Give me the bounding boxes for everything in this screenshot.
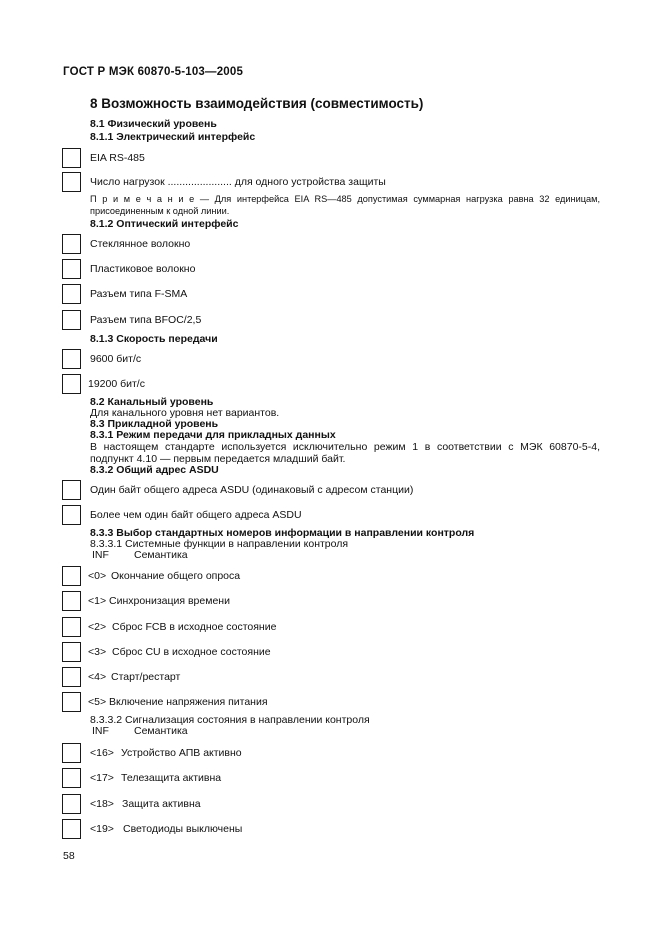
- label-plastic-fiber: Пластиковое волокно: [90, 263, 196, 275]
- label-asdu-multi-byte: Более чем один байт общего адреса ASDU: [90, 509, 302, 521]
- inf-code-4: <4>: [88, 671, 107, 683]
- checkbox-inf-0[interactable]: [62, 566, 81, 586]
- heading-8-3-3-1: 8.3.3.1 Системные функции в направлении контроля: [90, 538, 349, 550]
- section-title: 8 Возможность взаимодействия (совместимость): [90, 96, 424, 111]
- checkbox-eia-rs485[interactable]: [62, 148, 81, 168]
- checkbox-load-count[interactable]: [62, 172, 81, 192]
- column-semantics: Семантика: [134, 549, 188, 561]
- checkbox-inf-4[interactable]: [62, 667, 81, 687]
- inf-text-16: Устройство АПВ активно: [121, 747, 242, 759]
- checkbox-bfoc[interactable]: [62, 310, 81, 330]
- checkbox-inf-1[interactable]: [62, 591, 81, 611]
- inf-text-18: Защита активна: [122, 798, 201, 810]
- inf-code-3: <3>: [88, 646, 107, 658]
- checkbox-inf-3[interactable]: [62, 642, 81, 662]
- inf-code-1: <1>: [88, 595, 107, 607]
- label-load-count: Число нагрузок ...................... для одного устройства защиты: [90, 176, 386, 188]
- inf-code-5: <5>: [88, 696, 107, 708]
- label-9600: 9600 бит/с: [90, 353, 142, 365]
- document-header: ГОСТ Р МЭК 60870-5-103—2005: [63, 66, 244, 78]
- checkbox-glass-fiber[interactable]: [62, 234, 81, 254]
- label-bfoc: Разъем типа BFOC/2,5: [90, 314, 202, 326]
- inf-text-4: Старт/рестарт: [111, 671, 181, 683]
- note-text: П р и м е ч а н и е — Для интерфейса EIA RS—485 допустимая суммарная нагрузка равна 32 единицам, присоединенным к одной линии.: [90, 194, 600, 216]
- checkbox-inf-2[interactable]: [62, 617, 81, 637]
- heading-8-1-3: 8.1.3 Скорость передачи: [90, 333, 218, 345]
- inf-text-3: Сброс CU в исходное состояние: [112, 646, 271, 658]
- checkbox-inf-17[interactable]: [62, 768, 81, 788]
- column-inf-2: INF: [92, 725, 109, 737]
- checkbox-fsma[interactable]: [62, 284, 81, 304]
- heading-8-2: 8.2 Канальный уровень: [90, 396, 214, 408]
- checkbox-inf-18[interactable]: [62, 794, 81, 814]
- inf-text-19: Светодиоды выключены: [123, 823, 243, 835]
- label-fsma: Разъем типа F-SMA: [90, 288, 188, 300]
- heading-8-1-2: 8.1.2 Оптический интерфейс: [90, 218, 239, 230]
- inf-text-0: Окончание общего опроса: [111, 570, 241, 582]
- inf-code-19: <19>: [90, 823, 114, 835]
- checkbox-asdu-one-byte[interactable]: [62, 480, 81, 500]
- heading-8-3: 8.3 Прикладной уровень: [90, 418, 219, 430]
- inf-code-0: <0>: [88, 570, 107, 582]
- label-asdu-one-byte: Один байт общего адреса ASDU (одинаковый с адресом станции): [90, 484, 414, 496]
- heading-8-1-1: 8.1.1 Электрический интерфейс: [90, 131, 256, 143]
- inf-text-5: Включение напряжения питания: [109, 696, 268, 708]
- inf-code-16: <16>: [90, 747, 114, 759]
- checkbox-19200[interactable]: [62, 374, 81, 394]
- inf-text-1: Синхронизация времени: [109, 595, 230, 607]
- heading-8-3-2: 8.3.2 Общий адрес ASDU: [90, 464, 219, 476]
- heading-8-1: 8.1 Физический уровень: [90, 118, 217, 130]
- checkbox-inf-19[interactable]: [62, 819, 81, 839]
- inf-text-17: Телезащита активна: [121, 772, 222, 784]
- heading-8-3-1: 8.3.1 Режим передачи для прикладных данных: [90, 429, 336, 441]
- text-8-2: Для канального уровня нет вариантов.: [90, 407, 280, 419]
- heading-8-3-3-2: 8.3.3.2 Сигнализация состояния в направлении контроля: [90, 714, 370, 726]
- label-19200: 19200 бит/с: [88, 378, 145, 390]
- checkbox-plastic-fiber[interactable]: [62, 259, 81, 279]
- checkbox-asdu-multi-byte[interactable]: [62, 505, 81, 525]
- text-8-3-1: В настоящем стандарте используется исключительно режим 1 в соответствии с МЭК 60870-5-4, подпункт 4.10 — первым передается младший байт.: [90, 441, 600, 465]
- label-eia-rs485: EIA RS-485: [90, 152, 145, 164]
- checkbox-inf-16[interactable]: [62, 743, 81, 763]
- inf-code-18: <18>: [90, 798, 114, 810]
- column-semantics-2: Семантика: [134, 725, 188, 737]
- inf-code-2: <2>: [88, 621, 107, 633]
- page-number: 58: [63, 850, 75, 862]
- inf-code-17: <17>: [90, 772, 114, 784]
- label-glass-fiber: Стеклянное волокно: [90, 238, 191, 250]
- checkbox-inf-5[interactable]: [62, 692, 81, 712]
- column-inf: INF: [92, 549, 109, 561]
- heading-8-3-3: 8.3.3 Выбор стандартных номеров информации в направлении контроля: [90, 527, 475, 539]
- inf-text-2: Сброс FCB в исходное состояние: [112, 621, 277, 633]
- checkbox-9600[interactable]: [62, 349, 81, 369]
